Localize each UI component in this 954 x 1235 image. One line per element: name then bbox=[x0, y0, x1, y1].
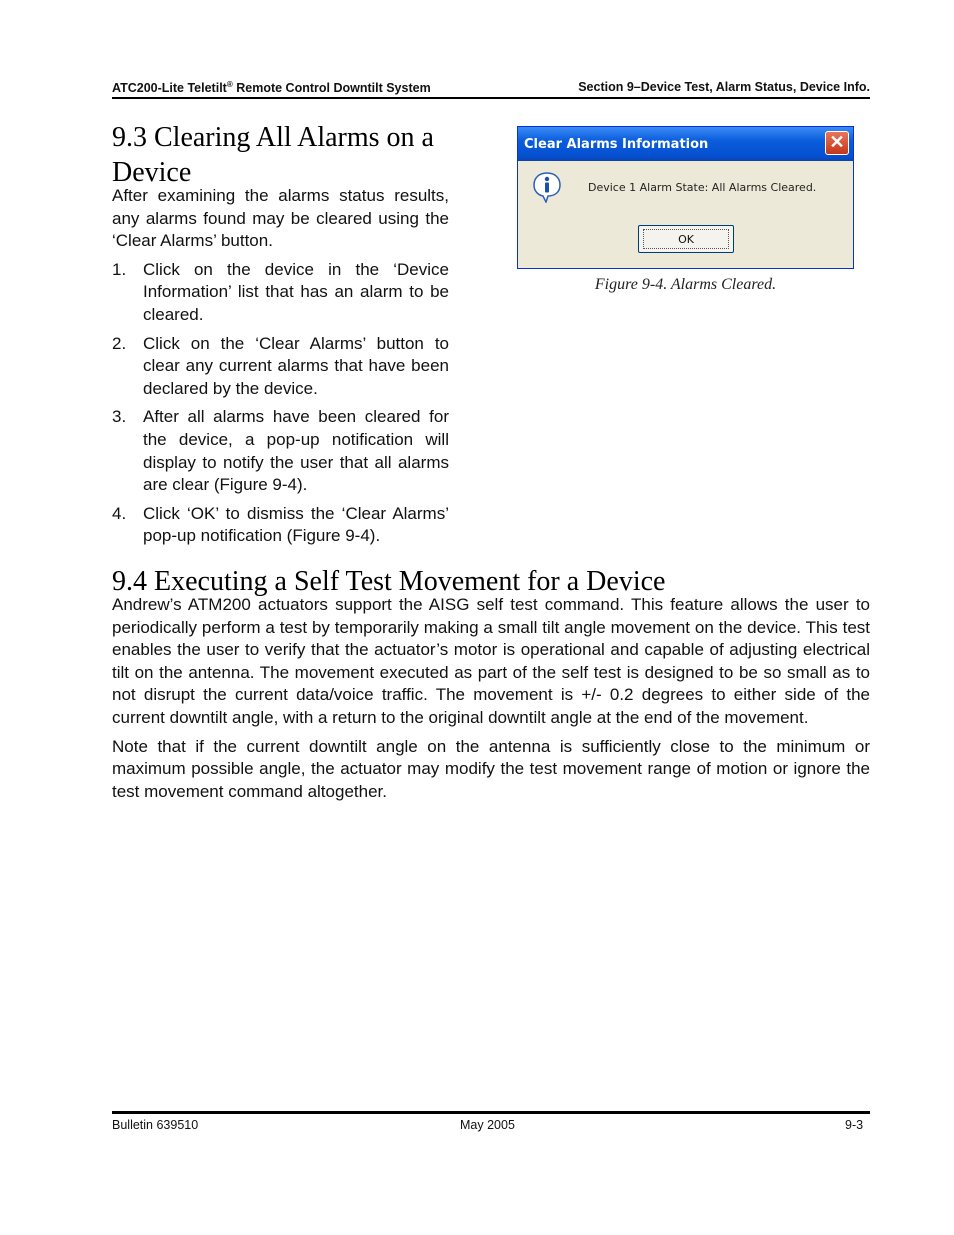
info-icon bbox=[532, 171, 562, 203]
footer-page-number: 9-3 bbox=[845, 1118, 864, 1132]
header-divider bbox=[112, 97, 870, 99]
steps-list bbox=[112, 259, 449, 548]
dialog-message: Device 1 Alarm State: All Alarms Cleared. bbox=[588, 181, 817, 194]
footer-divider bbox=[112, 1111, 870, 1114]
section-9-3-intro: After examining the alarms status results, any alarms found may be cleared using the ‘Clear Alarms’ button. bbox=[112, 186, 449, 251]
list-item: 2. Click on the ‘Clear Alarms’ button to clear any current alarms that have been declared by the device. bbox=[112, 333, 449, 398]
section-9-3-heading: 9.3 Clearing All Alarms on a Device bbox=[112, 122, 434, 188]
clear-alarms-dialog bbox=[517, 126, 854, 269]
section-9-4-paragraph-1: Andrew’s ATM200 actuators support the AISG self test command. This feature allows the user to periodically perform a test by temporarily making a small tilt angle movement on the device. This test enables the user to verify that the actuator’s motor is operational and capable of adjusting electrical tilt on the antenna. The movement executed as part of the self test is designed to be so small as to not disrupt the current data/voice traffic. The movement is +/- 0.2 degrees to either side of the current downtilt angle, with a return to the original downtilt angle at the end of the movement. bbox=[112, 595, 870, 727]
list-item: 3. After all alarms have been cleared for the device, a pop-up notification will display to notify the user that all alarms are clear (Figure 9-4). bbox=[112, 407, 449, 495]
footer-date: May 2005 bbox=[460, 1118, 515, 1132]
section-9-4-paragraph-2: Note that if the current downtilt angle on the antenna is sufficiently close to the minimum or maximum possible angle, the actuator may modify the test movement range of motion or ignore the test movement command altogether. bbox=[112, 736, 870, 801]
section-9-4-body bbox=[112, 594, 870, 809]
dialog-title: Clear Alarms Information bbox=[524, 137, 709, 152]
footer-bulletin: Bulletin 639510 bbox=[112, 1118, 199, 1132]
section-9-3-body bbox=[112, 185, 449, 554]
header-doc-title: ATC200-Lite Teletilt® Remote Control Downtilt System bbox=[112, 80, 431, 96]
dialog-titlebar[interactable] bbox=[518, 127, 853, 161]
close-icon[interactable]: ✕ bbox=[825, 131, 849, 155]
figure-caption: Figure 9-4. Alarms Cleared. bbox=[594, 276, 777, 293]
section-9-4-heading: 9.4 Executing a Self Test Movement for a Device bbox=[112, 566, 666, 597]
list-item: 4. Click ‘OK’ to dismiss the ‘Clear Alarms’ pop-up notification (Figure 9-4). bbox=[112, 503, 449, 546]
ok-button[interactable]: OK bbox=[638, 225, 734, 253]
list-item: 1. Click on the device in the ‘Device Information’ list that has an alarm to be cleared. bbox=[112, 259, 449, 324]
header-section-title: Section 9–Device Test, Alarm Status, Device Info. bbox=[578, 80, 870, 94]
